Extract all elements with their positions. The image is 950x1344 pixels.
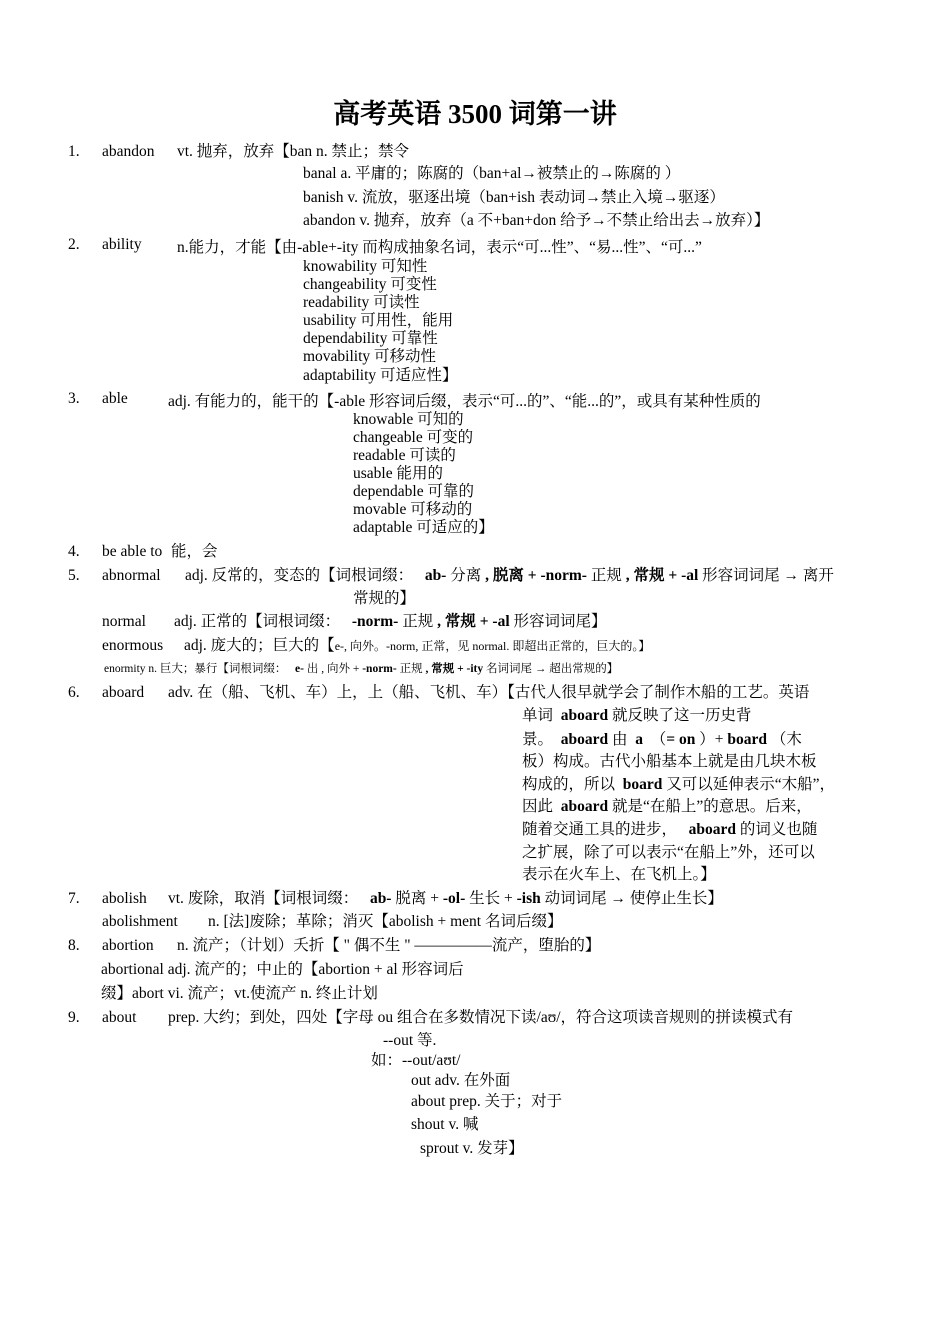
entry-line: 之扩展，除了可以表示“在船上”外，还可以 xyxy=(522,844,815,861)
entry-line: 能，会 xyxy=(171,543,218,560)
entry-number: 6. xyxy=(68,684,80,701)
entry-line: adj. 庞大的；巨大的【e-, 向外。-norm, 正常，见 normal. 即超出正常的，巨大的。】 xyxy=(184,637,651,654)
entry-line: shout v. 喊 xyxy=(411,1116,479,1133)
entry-line: dependability 可靠性 xyxy=(303,330,438,347)
entry-line: out adv. 在外面 xyxy=(411,1072,511,1089)
entry-word: aboard xyxy=(102,684,145,701)
entry-word: be able to xyxy=(102,543,163,560)
entry-line: usability 可用性，能用 xyxy=(303,312,454,329)
entry-line: about prep. 关于；对于 xyxy=(411,1093,563,1110)
entry-line: n. 流产；（计划）夭折【 " 偶不生 " —————流产，堕胎的】 xyxy=(177,937,601,954)
entry-number: 2. xyxy=(68,236,80,253)
entry-line: adj. 反常的，变态的【词根词缀： ab- 分离 , 脱离 + -norm- 正规 , 常规 + -al 形容词词尾 → 离开 xyxy=(185,567,834,584)
entry-word: ability xyxy=(102,236,142,253)
entry-word: abnormal xyxy=(102,567,161,584)
entry-line: adj. 有能力的，能干的【-able 形容词后缀，表示“可...的”、“能...的”，或具有某种性质的 xyxy=(168,393,761,410)
entry-line: knowability 可知性 xyxy=(303,258,428,275)
entry-line: movability 可移动性 xyxy=(303,348,437,365)
entry-line: banish v. 流放，驱逐出境（ban+ish 表动词→禁止入境→驱逐） xyxy=(303,189,725,206)
entry-line: banal a. 平庸的；陈腐的（ban+al→被禁止的→陈腐的 ） xyxy=(303,165,681,182)
entry-word: about xyxy=(102,1009,137,1026)
entry-word: able xyxy=(102,390,128,407)
entry-line: readability 可读性 xyxy=(303,294,420,311)
entry-word: abolishment xyxy=(102,913,178,930)
entry-number: 9. xyxy=(68,1009,80,1026)
entry-line: enormity n. 巨大；暴行【词根词缀： e- 出 , 向外 + -norm- 正规 , 常规 + -ity 名词词尾 → 超出常规的】 xyxy=(104,663,619,675)
entry-line: sprout v. 发芽】 xyxy=(420,1140,524,1157)
entry-number: 3. xyxy=(68,390,80,407)
entry-line: 景。 aboard 由 a （= on ）+ board （木 xyxy=(522,731,802,748)
entry-line: 因此 aboard 就是“在船上”的意思。后来， xyxy=(522,798,812,815)
entry-line: dependable 可靠的 xyxy=(353,483,474,500)
entry-line: adv. 在（船、飞机、车）上，上（船、飞机、车）【古代人很早就学会了制作木船的工艺。英语 xyxy=(168,684,810,701)
entry-line: adaptability 可适应性】 xyxy=(303,367,458,384)
entry-line: 缀】abort vi. 流产；vt.使流产 n. 终止计划 xyxy=(101,985,378,1002)
entry-number: 1. xyxy=(68,143,80,160)
entry-line: n. [法]废除；革除；消灭【abolish + ment 名词后缀】 xyxy=(208,913,563,930)
entry-line: knowable 可知的 xyxy=(353,411,464,428)
entry-word: abandon xyxy=(102,143,155,160)
entry-word: normal xyxy=(102,613,146,630)
entry-line: 常规的】 xyxy=(353,590,416,607)
page-title: 高考英语 3500 词第一讲 xyxy=(333,99,617,129)
entry-word: enormous xyxy=(102,637,164,654)
entry-line: prep. 大约；到处，四处【字母 ou 组合在多数情况下读/aʊ/，符合这项读音规则的拼读模式有 xyxy=(168,1009,794,1026)
entry-word: abortion xyxy=(102,937,154,954)
entry-line: vt. 抛弃，放弃【ban n. 禁止；禁令 xyxy=(177,143,410,160)
entry-line: readable 可读的 xyxy=(353,447,456,464)
entry-line: changeable 可变的 xyxy=(353,429,474,446)
entry-line: changeability 可变性 xyxy=(303,276,437,293)
entry-line: 表示在火车上、在飞机上。】 xyxy=(522,866,716,883)
entry-line: abortional adj. 流产的；中止的【abortion + al 形容词后 xyxy=(101,961,464,978)
entry-line: 板）构成。古代小船基本上就是由几块木板 xyxy=(522,753,817,770)
entry-number: 7. xyxy=(68,890,80,907)
entry-line: 单词 aboard 就反映了这一历史背 xyxy=(522,707,752,724)
entry-line: movable 可移动的 xyxy=(353,501,473,518)
entry-line: abandon v. 抛弃，放弃（a 不+ban+don 给予→不禁止给出去→放弃）】 xyxy=(303,212,770,229)
entry-line: 构成的，所以 board 又可以延伸表示“木船”， xyxy=(522,776,836,793)
entry-line: 随着交通工具的进步， aboard 的词义也随 xyxy=(522,821,818,838)
entry-number: 8. xyxy=(68,937,80,954)
entry-line: adaptable 可适应的】 xyxy=(353,519,494,536)
entry-word: abolish xyxy=(102,890,147,907)
entry-line: usable 能用的 xyxy=(353,465,443,482)
entry-line: --out 等. xyxy=(383,1032,437,1049)
entry-line: vt. 废除，取消【词根词缀： ab- 脱离 + -ol- 生长 + -ish 动词词尾 → 使停止生长】 xyxy=(168,890,723,907)
entry-line: adj. 正常的【词根词缀： -norm- 正规 , 常规 + -al 形容词词尾】 xyxy=(174,613,607,630)
entry-number: 5. xyxy=(68,567,80,584)
entry-number: 4. xyxy=(68,543,80,560)
entry-line: 如：--out/aʊt/ xyxy=(371,1052,461,1069)
entry-line: n.能力，才能【由-able+-ity 而构成抽象名词，表示“可...性”、“易...性”、“可...” xyxy=(177,239,702,256)
